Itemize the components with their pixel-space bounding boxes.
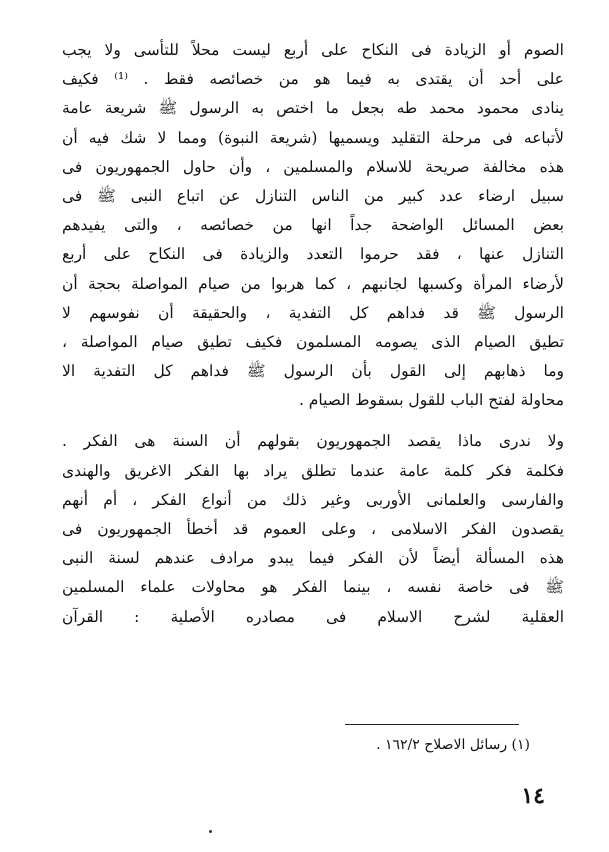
footnote-divider <box>345 724 519 725</box>
paragraph-gap <box>62 415 564 427</box>
text-line: ﷺ فى خاصة نفسه ، بينما الفكر هو محاولات علماء المسلمين <box>62 578 564 597</box>
text-line: التنازل عنها ، فقد حرموا التعدد والزيادة فى النكاح على أربع <box>62 245 564 264</box>
text-line: على أحد أن يقتدى به فيما هو من خصائصه فقط . ⁽¹⁾ فكيف <box>62 70 564 89</box>
print-speck <box>209 830 212 833</box>
text-line: لأرضاء المرأة وكسبها لجانبهم ، كما هربوا من صيام المواصلة بحجة أن <box>62 274 564 293</box>
text-line: والفارسى والعلمانى الأوربى وغير ذلك من أنواع الفكر ، أم أنهم <box>62 490 564 509</box>
text-line: هذه مخالفة صريحة للاسلام والمسلمين ، وأن حاول الجمهوريون فى <box>62 157 564 176</box>
text-line: العقلية لشرح الاسلام فى مصادره الأصلية : القرآن <box>62 607 564 626</box>
paragraph-1 <box>62 36 564 415</box>
text-line: محاولة لفتح الباب للقول بسقوط الصيام . <box>298 391 564 410</box>
text-line: لأتباعه فى مرحلة التقليد ويسميها (شريعة النبوة) ومما لا شك فيه أن <box>62 128 564 147</box>
text-line: الصوم أو الزيادة فى النكاح على أربع ليست محلاً للتأسى ولا يجب <box>62 41 564 59</box>
page-number: ١٤ <box>521 783 545 809</box>
text-line: الرسول ﷺ قد فداهم كل التفدية ، والحقيقة أن نفوسهم لا <box>62 303 564 322</box>
text-line: يقصدون الفكر الاسلامى ، وعلى العموم قد أخطأ الجمهوريون فى <box>62 520 564 538</box>
body-text <box>62 36 564 632</box>
text-line: بعض المسائل الواضحة جداً انها من خصائصه ، والتى يفيدهم <box>62 216 564 235</box>
text-line: وما ذهابهم إلى القول بأن الرسول ﷺ فداهم كل التفدية الا <box>62 362 564 381</box>
text-line: ينادى محمود محمد طه بجعل ما اختص به الرسول ﷺ شريعة عامة <box>62 99 564 118</box>
text-line: فكلمة فكر كلمة عامة عندما تطلق يراد بها الفكر الاغريق والهندى <box>62 461 564 480</box>
text-line: سبيل ارضاء عدد كبير من الناس التنازل عن اتباع النبى ﷺ فى <box>62 186 564 205</box>
text-line: هذه المسألة أيضاً لأن الفكر فيما يبدو مرادف عندهم لسنة النبى <box>62 549 564 568</box>
text-line: ولا ندرى ماذا يقصد الجمهوريون بقولهم أن السنة هى الفكر . <box>62 432 564 451</box>
footnote: (١) رسائل الاصلاح ١٦٢/٢ . <box>376 737 530 753</box>
text-line: تطيق الصيام الذى يصومه المسلمون فكيف تطيق صيام المواصلة ، <box>62 332 564 351</box>
paragraph-2 <box>62 427 564 631</box>
